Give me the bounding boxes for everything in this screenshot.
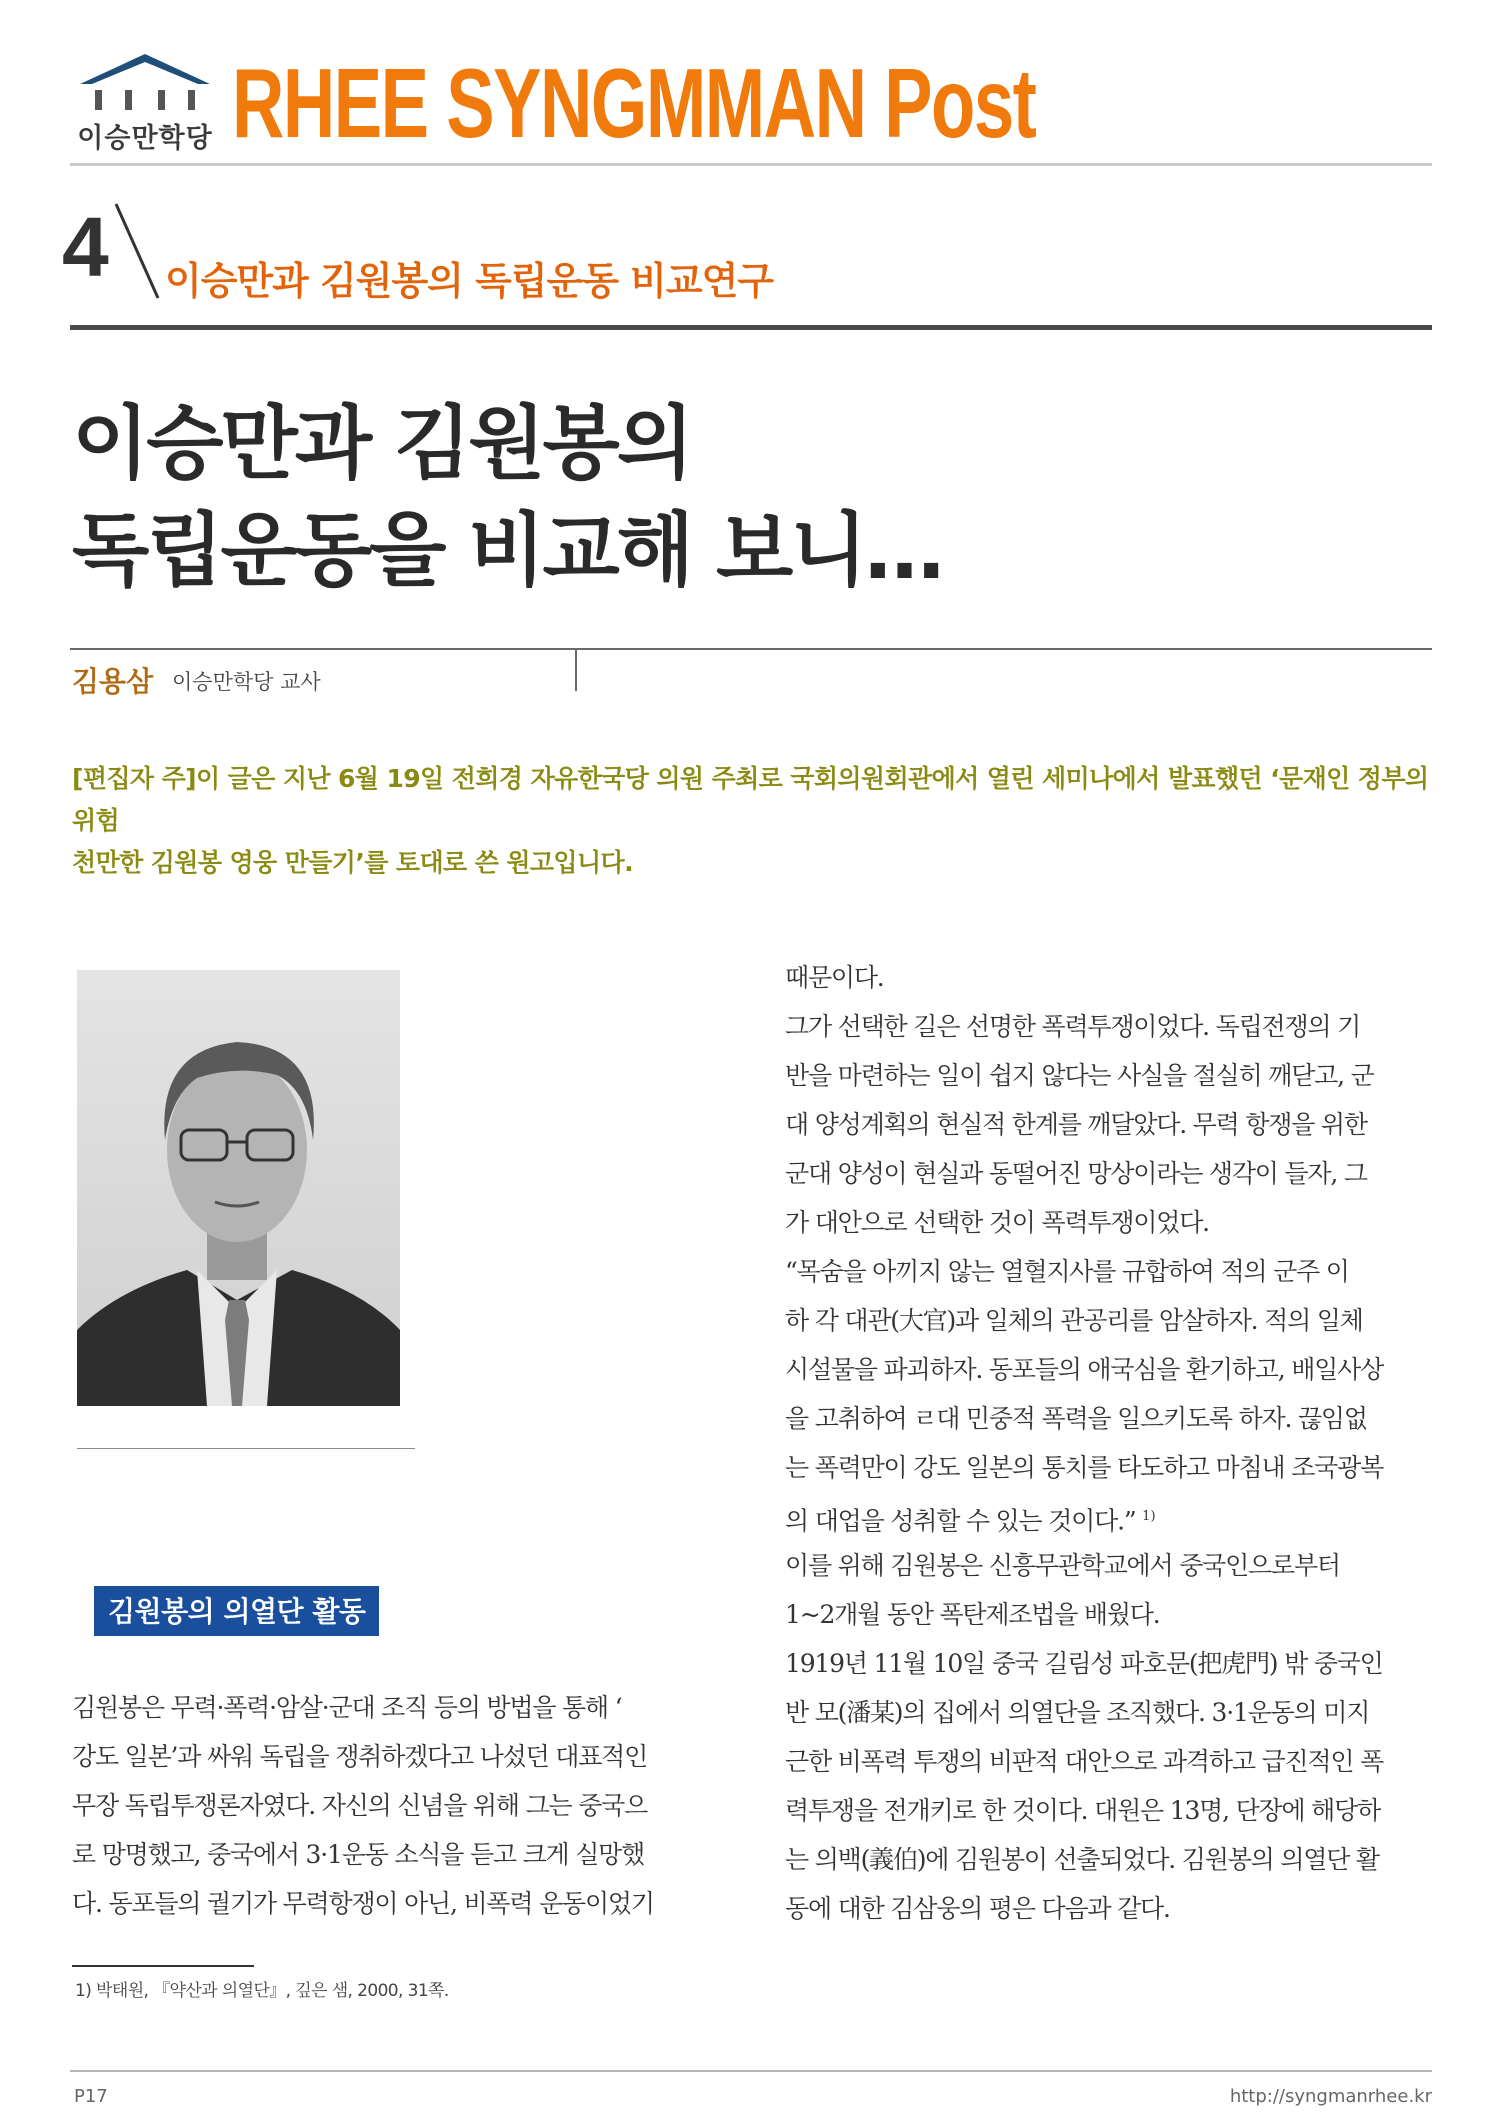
author-name: 김용삼 <box>72 665 154 698</box>
body-line: 무장 독립투쟁론자였다. 자신의 신념을 위해 그는 중국으 <box>72 1791 648 1820</box>
body-line: 동에 대한 김삼웅의 평은 다음과 같다. <box>785 1894 1170 1923</box>
body-line: 1919년 11월 10일 중국 길림성 파호문(把虎門) 밖 중국인 <box>785 1649 1383 1678</box>
body-line: 는 의백(義伯)에 김원봉이 선출되었다. 김원봉의 의열단 활 <box>785 1845 1379 1874</box>
body-line: 대 양성계획의 현실적 한계를 깨달았다. 무력 항쟁을 위한 <box>785 1110 1367 1139</box>
editor-note <box>72 758 1437 884</box>
body-line: 는 폭력만이 강도 일본의 통치를 타도하고 마침내 조국광복 <box>785 1453 1384 1482</box>
body-line: 군대 양성이 현실과 동떨어진 망상이라는 생각이 들자, 그 <box>785 1159 1367 1188</box>
footer-divider <box>70 2070 1432 2072</box>
body-line: 때문이다. <box>785 963 884 992</box>
logo-house-icon <box>70 50 220 116</box>
body-line: 을 고취하여 ㄹ대 민중적 폭력을 일으키도록 하자. 끊임없 <box>785 1404 1367 1433</box>
section-divider <box>70 325 1432 330</box>
brand-logo <box>70 50 220 160</box>
body-line: 다. 동포들의 궐기가 무력항쟁이 아닌, 비폭력 운동이었기 <box>72 1889 654 1918</box>
footnote: 1) 박태원, 『약산과 의열단』, 깊은 샘, 2000, 31쪽. <box>75 1981 449 2001</box>
editor-note-line-2: 천만한 김원봉 영웅 만들기’를 토대로 쓴 원고입니다. <box>72 848 633 877</box>
section-slash-divider <box>112 202 162 300</box>
body-line: 그가 선택한 길은 선명한 폭력투쟁이었다. 독립전쟁의 기 <box>785 1012 1361 1041</box>
body-line: 반을 마련하는 일이 쉽지 않다는 사실을 절실히 깨닫고, 군 <box>785 1061 1374 1090</box>
body-line-text: 의 대업을 성취할 수 있는 것이다.” <box>785 1506 1136 1536</box>
body-line: 가 대안으로 선택한 것이 폭력투쟁이었다. <box>785 1208 1209 1237</box>
headline-line-1: 이승만과 김원봉의 <box>72 397 692 490</box>
headline-line-2: 독립운동을 비교해 보니… <box>72 504 942 597</box>
body-line: 시설물을 파괴하자. 동포들의 애국심을 환기하고, 배일사상 <box>785 1355 1384 1384</box>
site-url: http://syngmanrhee.kr <box>1229 2086 1432 2107</box>
article-body-right <box>785 953 1440 1933</box>
body-line: 하 각 대관(大官)과 일체의 관공리를 암살하자. 적의 일체 <box>785 1306 1363 1335</box>
footnote-marker: 1) <box>1142 1509 1156 1524</box>
body-line: 1~2개월 동안 폭탄제조법을 배웠다. <box>785 1600 1160 1629</box>
section-subheading: 김원봉의 의열단 활동 <box>94 1586 379 1636</box>
body-line: 김원봉은 무력·폭력·암살·군대 조직 등의 방법을 통해 ‘ <box>72 1693 622 1722</box>
section-title: 이승만과 김원봉의 독립운동 비교연구 <box>165 259 774 303</box>
masthead-title: RHEE SYNGMMAN Post <box>232 48 1036 158</box>
body-line: 력투쟁을 전개키로 한 것이다. 대원은 13명, 단장에 해당하 <box>785 1796 1381 1825</box>
body-line: 강도 일본’과 싸워 독립을 쟁취하겠다고 나섰던 대표적인 <box>72 1742 648 1771</box>
body-line: 로 망명했고, 중국에서 3·1운동 소식을 듣고 크게 실망했 <box>72 1840 645 1869</box>
author-photo <box>77 970 400 1406</box>
author-divider <box>70 648 1432 650</box>
body-line-quote-end <box>785 1492 1440 1541</box>
photo-divider <box>77 1448 415 1449</box>
editor-note-line-1: [편집자 주]이 글은 지난 6월 19일 전희경 자유한국당 의원 주최로 국회의원회관에서 열린 세미나에서 발표했던 ‘문재인 정부의 위험 <box>72 764 1429 835</box>
article-headline <box>72 390 942 604</box>
body-line: 반 모(潘某)의 집에서 의열단을 조직했다. 3·1운동의 미지 <box>785 1698 1370 1727</box>
header-divider <box>70 163 1432 166</box>
body-line: “목숨을 아끼지 않는 열혈지사를 규합하여 적의 군주 이 <box>785 1257 1349 1286</box>
author-divider-tick <box>575 648 577 691</box>
article-body-left <box>72 1683 732 1928</box>
section-number: 4 <box>62 200 109 294</box>
body-line: 이를 위해 김원봉은 신흥무관학교에서 중국인으로부터 <box>785 1551 1340 1580</box>
footnote-divider <box>72 1965 254 1967</box>
logo-text: 이승만학당 <box>77 123 213 154</box>
author-role: 이승만학당 교사 <box>172 670 321 694</box>
body-line: 근한 비폭력 투쟁의 비판적 대안으로 과격하고 급진적인 폭 <box>785 1747 1384 1776</box>
page-number: P17 <box>74 2086 108 2107</box>
